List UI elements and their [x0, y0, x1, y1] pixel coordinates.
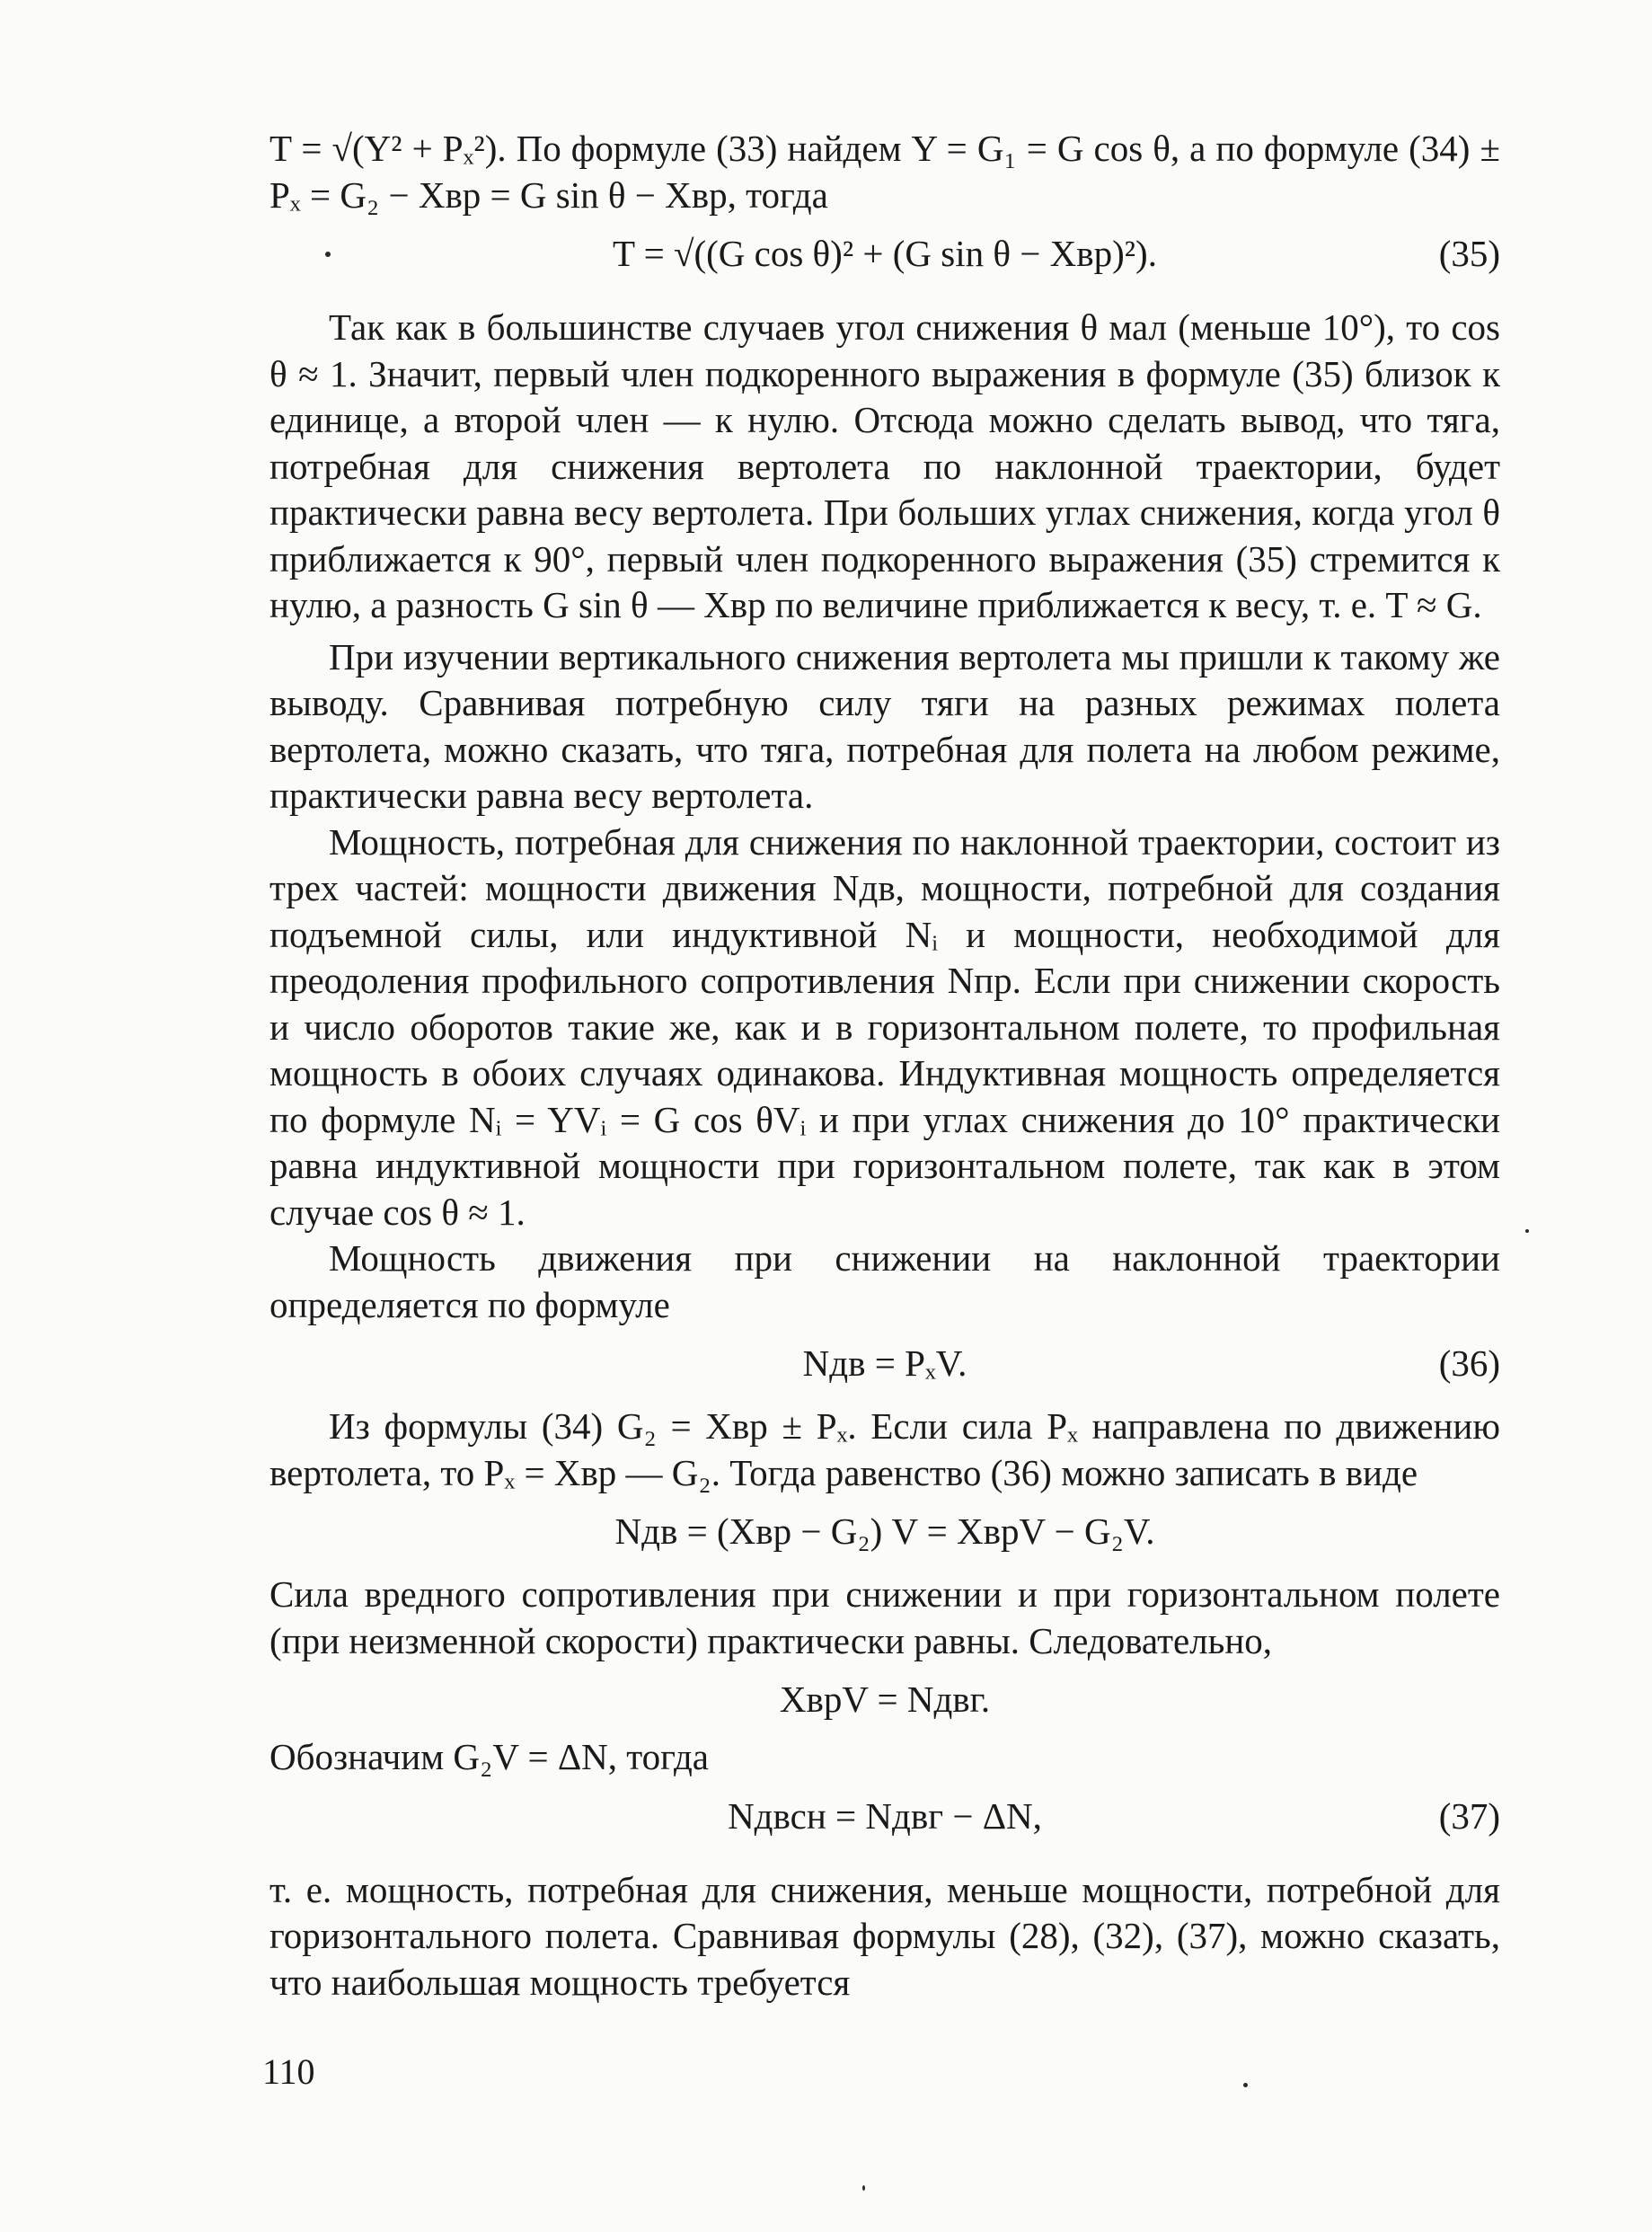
- equation-body: Nдв = PₓV.: [802, 1342, 967, 1384]
- equation-37: [269, 1781, 1500, 1851]
- page-content: [269, 126, 1500, 2006]
- equation-body: T = √((G cos θ)² + (G sin θ − Xвр)²).: [613, 233, 1157, 274]
- equation-body: XврV = Nдвг.: [779, 1678, 991, 1720]
- equation-35: [269, 218, 1500, 288]
- scan-speck: [862, 2185, 865, 2191]
- equation-number: (36): [1438, 1342, 1500, 1384]
- equation-body: Nдвсн = Nдвг − ΔN,: [728, 1794, 1042, 1837]
- equation-number: (35): [1438, 233, 1500, 274]
- equation-motion-power-expanded: [269, 1496, 1500, 1566]
- paragraph-motion-power: Мощность движения при снижении на наклонной траектории определяется по формуле: [269, 1237, 1500, 1325]
- paragraph-vertical-descent: При изучении вертикального снижения вертолета мы пришли к такому же выводу. Сравнивая потребную силу тяги на разных режимах полета вертолета, можно сказать, что тяга, потребная для полета на любом режиме, практически равна весу вертолета.: [269, 635, 1500, 816]
- equation-horizontal-motion-power: [269, 1664, 1500, 1734]
- equation-36: [269, 1328, 1500, 1398]
- paragraph-descent-angle: Так как в большинстве случаев угол снижения θ мал (меньше 10°), то cos θ ≈ 1. Значит, первый член подкоренного выражения в формуле (35) близок к единице, а второй член — к нулю. Отсюда можно сделать вывод, что тяга, потребная для снижения вертолета по наклонной траектории, будет практически равна весу вертолета. При больших углах снижения, когда угол θ приближается к 90°, первый член подкоренного выражения (35) стремится к нулю, а разность G sin θ — Xвр по величине приближается к весу, т. е. T ≈ G.: [269, 306, 1500, 625]
- paragraph-power-components: Мощность, потребная для снижения по наклонной траектории, состоит из трех частей: мощности движения Nдв, мощности, потребной для создания подъемной силы, или индуктивной Nᵢ и мощности, необходимой для преодоления профильного сопротивления Nпр. Если при снижении скорость и число оборотов такие же, как и в горизонтальном полете, то профильная мощность в обоих случаях одинакова. Индуктивная мощность определяется по формуле Nᵢ = YVᵢ = G cos θVᵢ и при углах снижения до 10° практически равна индуктивной мощности при горизонтальном полете, так как в этом случае cos θ ≈ 1.: [269, 820, 1500, 1233]
- paragraph-formula-34: Из формулы (34) G₂ = Xвр ± Pₓ. Если сила Pₓ направлена по движению вертолета, то Pₓ = Xвр — G₂. Тогда равенство (36) можно записать в виде: [269, 1405, 1500, 1493]
- page-number: 110: [262, 2051, 315, 2092]
- scan-speck: [1243, 2083, 1248, 2087]
- equation-body: Nдв = (Xвр − G₂) V = XврV − G₂V.: [614, 1510, 1155, 1552]
- paragraph-delta-n: Обозначим G₂V = ΔN, тогда: [269, 1736, 709, 1777]
- paragraph-intro: T = √(Y² + Pₓ²). По формуле (33) найдем Y = G₁ = G cos θ, а по формуле (34) ± Pₓ = G₂ − Xвр = G sin θ − Xвр, тогда: [269, 128, 1500, 216]
- scan-speck: [325, 252, 331, 257]
- scan-speck: [1525, 1229, 1529, 1233]
- paragraph-conclusion: т. е. мощность, потребная для снижения, меньше мощности, потребной для горизонтального полета. Сравнивая формулы (28), (32), (37), можно сказать, что наибольшая мощность требуется: [269, 1868, 1500, 2003]
- paragraph-drag-force: Сила вредного сопротивления при снижении и при горизонтальном полете (при неизменной скорости) практически равны. Следовательно,: [269, 1573, 1500, 1661]
- equation-number: (37): [1438, 1794, 1500, 1837]
